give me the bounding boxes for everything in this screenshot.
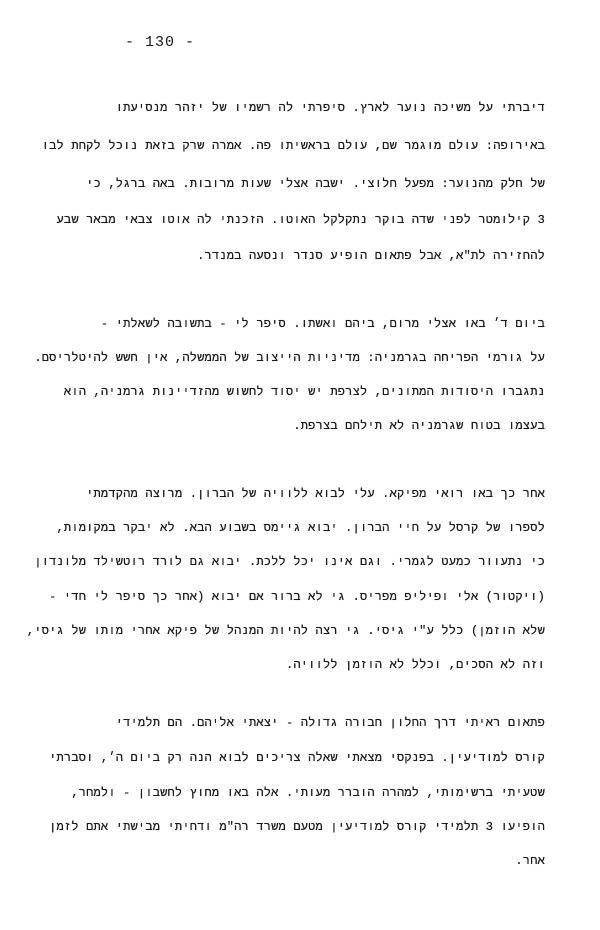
text-line: אחר כך באו רואי מפיקא. עלי לבוא ללוויה של הברון. מרוצה מהקדמתי	[86, 487, 545, 501]
text-line: פתאום ראיתי דרך החלון חבורה גדולה - יצאתי אליהם. הם תלמידי	[115, 716, 545, 730]
text-line: להחזירה לת"א, אבל פתאום הופיע סנדר ונסעה במנדר.	[197, 249, 545, 263]
text-line: הופיעו 3 תלמידי קורס למודיעין מטעם משרד רה"מ ודחיתי מבישתי אתם לזמן	[49, 820, 545, 834]
text-line: (ויקטור) אלי ופיליפ מפריס. גי לא ברור אם יבוא (אחר כך סיפר לי חדי -	[49, 590, 545, 604]
text-line: על גורמי הפריחה בגרמניה: מדיניות הייצוב של הממשלה, אין חשש להיטלריסם.	[34, 351, 545, 365]
text-line: בעצמו בטוח שגרמניה לא תילחם בצרפת.	[293, 419, 545, 433]
text-line: ביום ד׳ באו אצלי מרום, ביהם ואשתו. סיפר לי - בתשובה לשאלתי -	[100, 317, 545, 331]
text-line: שטעיתי ברשימותי, למהרה הוברר מעותי. אלה באו מחוץ לחשבון - ולמחר,	[71, 786, 545, 800]
page-number-text: - 130 -	[124, 34, 195, 51]
page-number	[0, 34, 600, 51]
text-line: באירופה: עולם מוגמר שם, עולם בראשיתו פה. אמרה שרק בזאת נוכל לקחת לבו	[41, 139, 545, 153]
text-line: נתגברו היסודות המתונים, לצרפת יש יסוד לחשוש מהזדיינות גרמניה, הוא	[63, 385, 545, 399]
text-line: וזה לא הסכים, וכלל לא הוזמן ללוויה.	[285, 658, 545, 672]
text-line: אחר.	[515, 854, 545, 868]
text-line: קורס למודיעין. בפנקסי מצאתי שאלה צריכים לבוא הנה רק ביום ה׳, וסברתי	[49, 751, 545, 765]
text-line: 3 קילומטר לפני שדה בוקר נתקלקל האוטו. הזכנתי לה אוטו צבאי מבאר שבע	[56, 213, 545, 227]
text-line: דיברתי על משיכה נוער לארץ. סיפרתי לה רשמיו של יזהר מנסיעתו	[115, 101, 545, 115]
text-line: לספרו של קרסל על חיי הברון. יבוא גיימס בשבוע הבא. לא יבקר במקומות,	[56, 521, 545, 535]
text-line: כי נתעוור כמעט לגמרי. וגם אינו יכל ללכת. יבוא גם לורד רוטשילד מלונדון	[34, 555, 545, 569]
text-line: של חלק מהנוער: מפעל חלוצי. ישבה אצלי שעות מרובות. באה ברגל, כי	[86, 177, 545, 191]
text-line: שלא הוזמן) כלל ע"י גיסי. גי רצה להיות המנהל של פיקא אחרי מותו של גיסי,	[26, 624, 545, 638]
